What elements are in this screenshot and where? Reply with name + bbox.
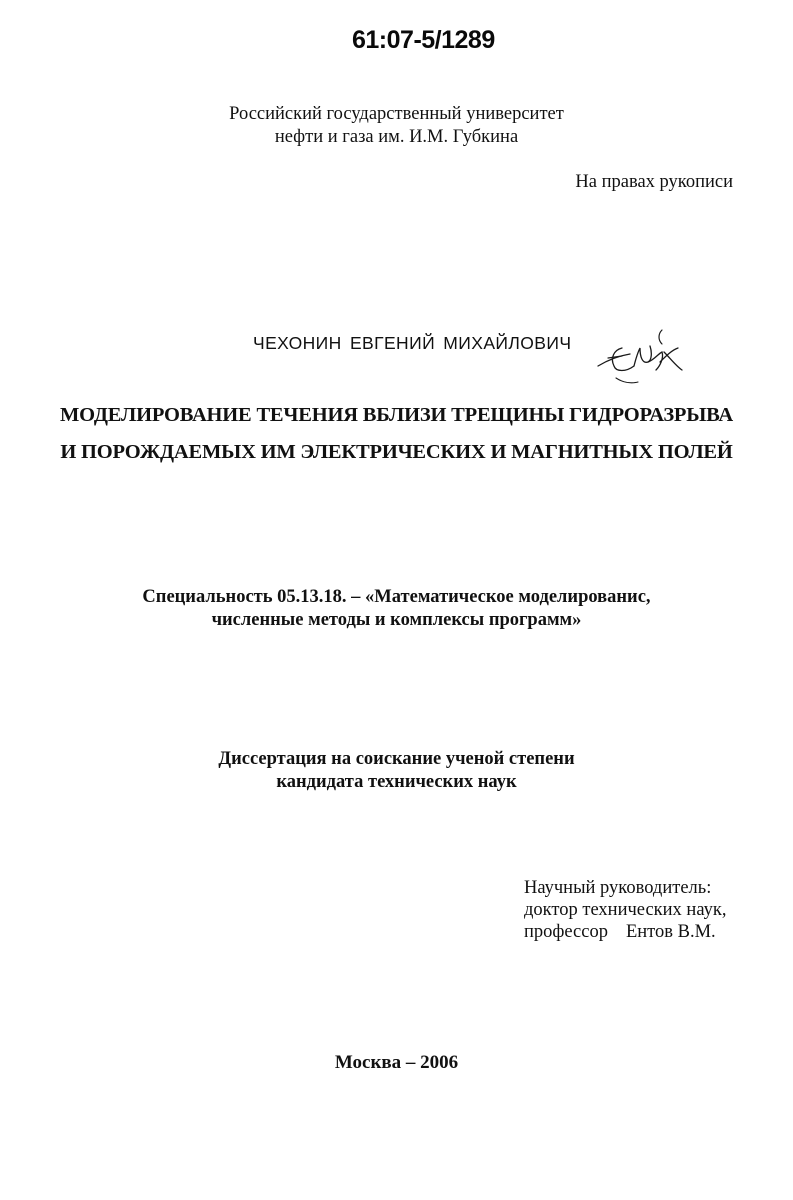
title-line-1: МОДЕЛИРОВАНИЕ ТЕЧЕНИЯ ВБЛИЗИ ТРЕЩИНЫ ГИДРОРАЗРЫВА [60, 404, 733, 426]
institution-line-2: нефти и газа им. И.М. Губкина [274, 127, 519, 147]
supervisor-degree: доктор технических наук, [524, 900, 727, 920]
specialty-line-1: Специальность 05.13.18. – «Математическое моделированис, [142, 587, 651, 607]
degree-line-2: кандидата технических наук [276, 772, 517, 792]
manuscript-rights-note: На правах рукописи [575, 172, 733, 192]
specialty-block [0, 586, 793, 632]
specialty-line-2: численные методы и комплексы программ» [211, 610, 582, 630]
supervisor-name: Ентов В.М. [625, 922, 716, 942]
institution-name [0, 103, 793, 149]
degree-line-1: Диссертация на соискание ученой степени [218, 749, 575, 769]
author-signature [592, 326, 692, 388]
title-line-2: И ПОРОЖДАЕМЫХ ИМ ЭЛЕКТРИЧЕСКИХ И МАГНИТНЫХ ПОЛЕЙ [60, 441, 733, 463]
supervisor-label: Научный руководитель: [524, 878, 712, 898]
archive-stamp-number: 61:07-5/1289 [352, 26, 495, 54]
supervisor-title: профессор [524, 922, 608, 942]
dissertation-title [0, 397, 793, 471]
supervisor-title-name [524, 921, 726, 943]
supervisor-block [524, 877, 726, 943]
author-name: ЧЕХОНИН ЕВГЕНИЙ МИХАЙЛОВИЧ [253, 333, 572, 353]
institution-line-1: Российский государственный университет [229, 104, 564, 124]
city-year: Москва – 2006 [334, 1052, 459, 1073]
degree-statement [0, 748, 793, 794]
